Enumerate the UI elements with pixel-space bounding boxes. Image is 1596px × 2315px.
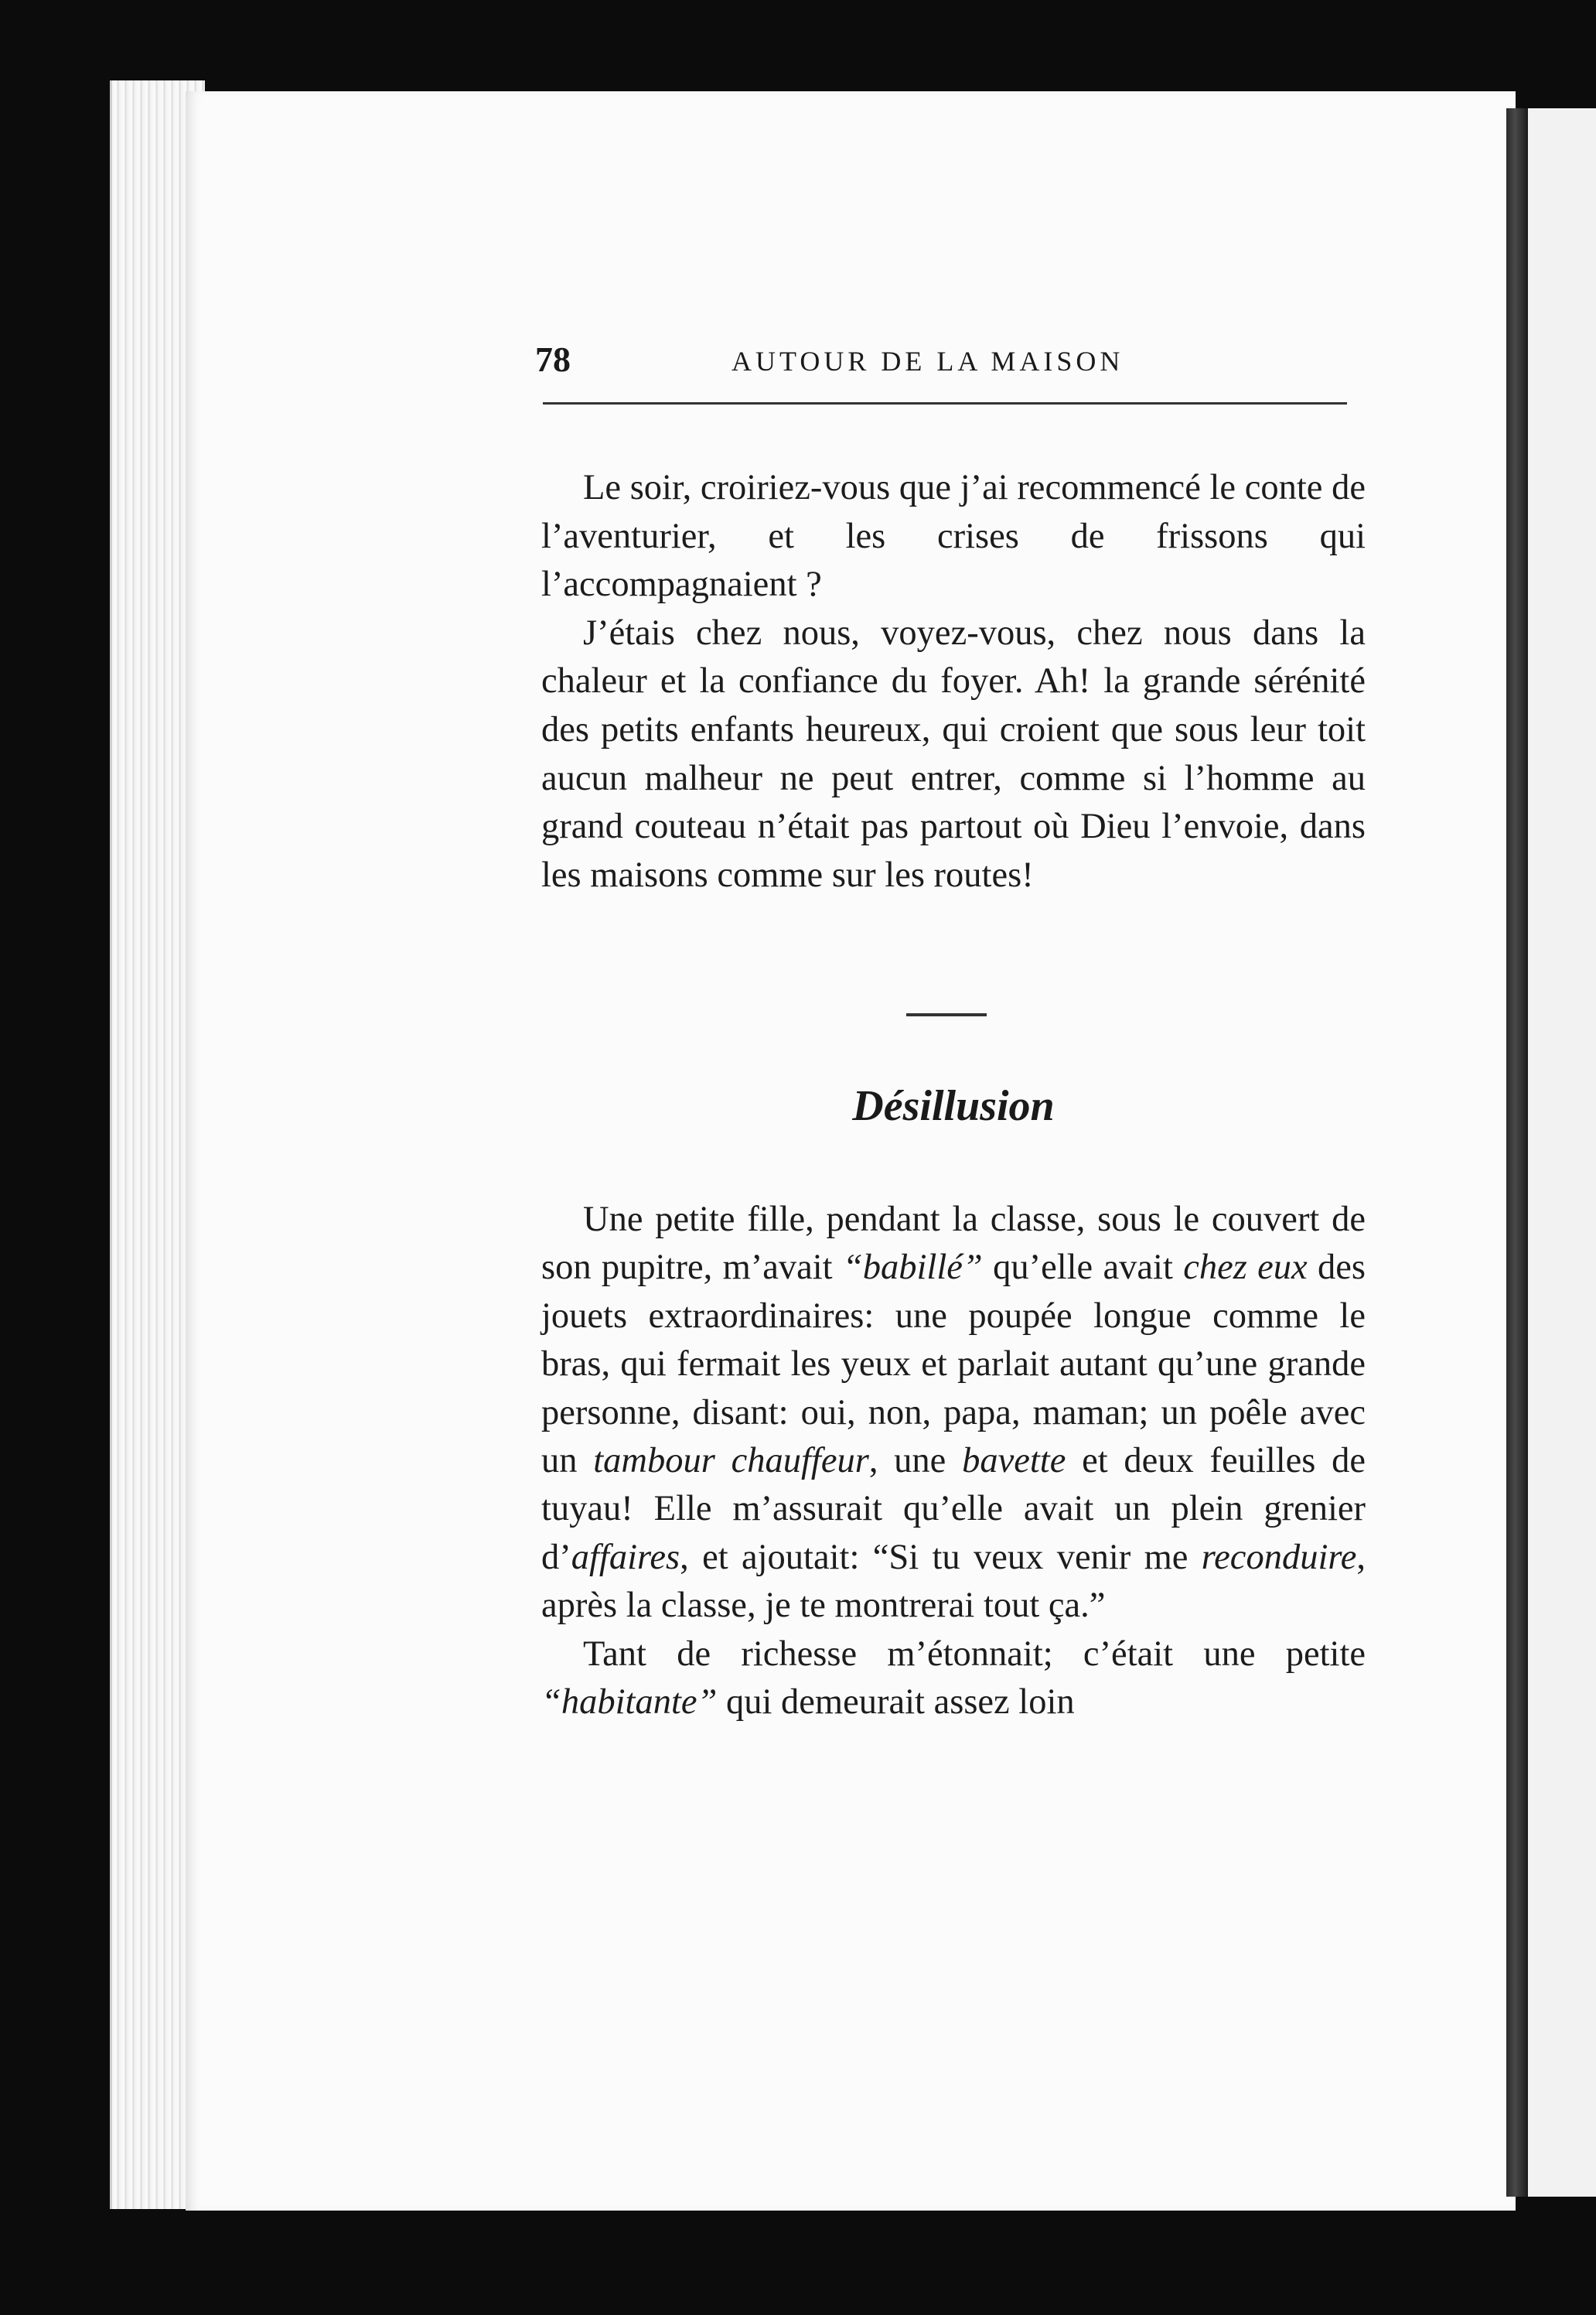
italic-phrase: chez eux — [1183, 1248, 1308, 1288]
page-number: 78 — [535, 340, 571, 379]
italic-phrase: “babillé” — [842, 1248, 983, 1288]
running-head: AUTOUR DE LA MAISON — [732, 346, 1124, 377]
section-divider — [906, 1013, 987, 1016]
book-page — [186, 91, 1516, 2211]
desillusion-passage — [541, 1196, 1366, 1726]
italic-phrase: affaires — [571, 1537, 680, 1577]
italic-phrase: bavette — [962, 1441, 1066, 1481]
scan-border — [0, 2211, 1596, 2315]
paragraph: Le soir, croiriez-vous que j’ai recommencé le conte de l’aventurier, et les crises de frissons qui l’accompagnaient ? — [541, 468, 1366, 605]
italic-phrase: tambour chauffeur — [593, 1441, 869, 1481]
italic-phrase: “habitante” — [541, 1682, 718, 1723]
adjacent-page-edge — [1528, 108, 1596, 2197]
italic-phrase: reconduire — [1201, 1537, 1357, 1577]
paragraph: Tant de richesse m’étonnait; c’était une petite “habitante” qui demeurait assez loin — [541, 1634, 1366, 1723]
page-header — [535, 339, 1350, 401]
opening-passage — [541, 464, 1366, 900]
paragraph: J’étais chez nous, voyez-vous, chez nous dans la chaleur et la confiance du foyer. Ah! la grande sérénité des petits enfants heureux, qui croient que sous leur toit aucun malheur ne peut entrer, comme si l’homme au grand couteau n’était pas partout où Dieu l’envoie, dans les maisons comme sur les routes! — [541, 613, 1366, 895]
section-title: Désillusion — [852, 1082, 1055, 1130]
paragraph: Une petite fille, pendant la classe, sous le couvert de son pupitre, m’avait “babillé” qu’elle avait chez eux des jouets extraordinaires: une poupée longue comme le bras, qui fermait les yeux et parlait autant qu’une grande personne, disant: oui, non, papa, maman; un poêle avec un tambour chauffeur, une bavette et deux feuilles de tuyau! Elle m’assurait qu’elle avait un plein grenier d’affaires, et ajoutait: “Si tu veux venir me reconduire, après la classe, je te montrerai tout ça.” — [541, 1200, 1366, 1626]
header-rule — [543, 402, 1347, 405]
binding-gutter — [1506, 108, 1528, 2197]
